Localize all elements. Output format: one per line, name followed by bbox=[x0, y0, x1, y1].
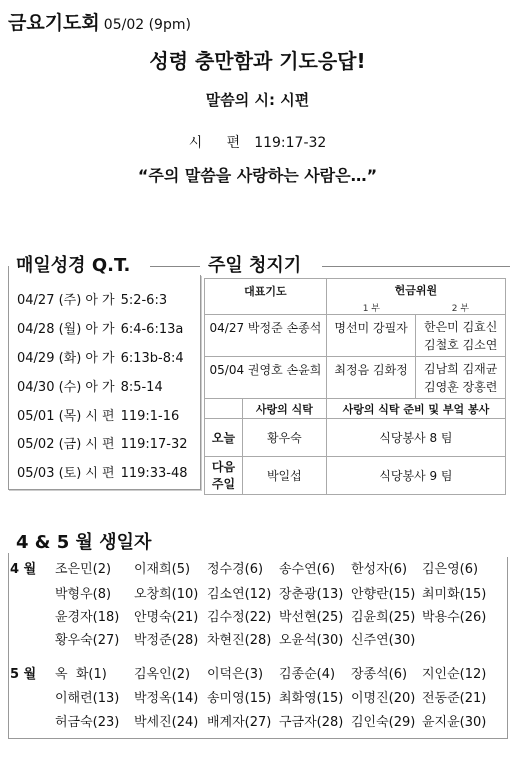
service-header bbox=[8, 8, 191, 35]
birthday-name: 박형우(8) bbox=[55, 587, 112, 602]
scripture-passage bbox=[0, 132, 515, 152]
birthday-name: 배계자(27) bbox=[207, 715, 272, 730]
qt-box bbox=[8, 275, 201, 490]
birthday-name: 송수연(6) bbox=[279, 562, 336, 577]
offering-header: 헌금위원 1 부 2 부 bbox=[326, 279, 505, 315]
birthday-name: 박세진(24) bbox=[134, 715, 199, 730]
birthday-name: 정수경(6) bbox=[207, 562, 264, 577]
duty-header-row bbox=[205, 279, 506, 315]
birthday-name: 김종순(4) bbox=[279, 667, 336, 682]
birthday-name: 차현진(28) bbox=[207, 633, 272, 648]
birthday-name: 오윤석(30) bbox=[279, 633, 344, 648]
birthday-name: 김수정(22) bbox=[207, 610, 272, 625]
duty-row: 04/27 박정준 손종석 명선미 강필자 한은미 김효신 김철호 김소연 bbox=[205, 315, 506, 357]
birthday-name: 최미화(15) bbox=[422, 587, 487, 602]
birthday-name: 옥 화(1) bbox=[55, 667, 107, 682]
birthday-name: 김옥인(2) bbox=[134, 667, 191, 682]
birthday-name: 김인숙(29) bbox=[351, 715, 416, 730]
qt-heading-rule bbox=[150, 266, 200, 267]
birthday-name: 구금자(28) bbox=[279, 715, 344, 730]
birthday-name: 안명숙(21) bbox=[134, 610, 199, 625]
birthday-name: 장종석(6) bbox=[351, 667, 408, 682]
birthday-name: 허금숙(23) bbox=[55, 715, 120, 730]
qt-row: 05/02 (금) 시 편 119:17-32 bbox=[17, 437, 188, 452]
duty-heading-rule bbox=[322, 266, 510, 267]
birthday-name: 송미영(15) bbox=[207, 691, 272, 706]
passage-book: 시 편 bbox=[188, 135, 251, 151]
birthday-name: 이명진(20) bbox=[351, 691, 416, 706]
birthday-name: 박정옥(14) bbox=[134, 691, 199, 706]
birthday-name: 최화영(15) bbox=[279, 691, 344, 706]
april-label: 4 월 bbox=[10, 562, 37, 577]
birthday-name: 윤경자(18) bbox=[55, 610, 120, 625]
meal-header-row: 사랑의 식탁 사랑의 식탁 준비 및 부엌 봉사 bbox=[205, 399, 506, 419]
service-date: 05/02 (9pm) bbox=[103, 17, 191, 33]
birthday-name: 한성자(6) bbox=[351, 562, 408, 577]
duty-table bbox=[204, 278, 506, 495]
prayer-header: 대표기도 bbox=[205, 279, 327, 315]
birthday-name: 오창희(10) bbox=[134, 587, 199, 602]
passage-ref: 119:17-32 bbox=[254, 135, 327, 151]
birthday-name: 이해련(13) bbox=[55, 691, 120, 706]
sermon-quote: “주의 말씀을 사랑하는 사람은…” bbox=[137, 166, 378, 185]
birthday-name: 전동준(21) bbox=[422, 691, 487, 706]
qt-row: 04/27 (주) 아 가 5:2-6:3 bbox=[17, 293, 168, 308]
sermon-subtitle: 말씀의 시: 시편 bbox=[205, 91, 310, 109]
qt-row: 05/01 (목) 시 편 119:1-16 bbox=[17, 409, 180, 424]
birthday-name: 박정준(28) bbox=[134, 633, 199, 648]
qt-row: 04/28 (월) 아 가 6:4-6:13a bbox=[17, 322, 184, 337]
birthday-name: 황우숙(27) bbox=[55, 633, 120, 648]
birthday-name: 이재희(5) bbox=[134, 562, 191, 577]
birthday-name: 이덕은(3) bbox=[207, 667, 264, 682]
meal-next-row: 다음 주일 박일섭 식당봉사 9 팀 bbox=[205, 457, 506, 495]
birthday-name: 조은민(2) bbox=[55, 562, 112, 577]
meal-today-row: 오늘 황우숙 식당봉사 8 팀 bbox=[205, 419, 506, 457]
birthday-name: 안향란(15) bbox=[351, 587, 416, 602]
sermon-title: 성령 충만함과 기도응답! bbox=[149, 49, 366, 73]
duty-row: 05/04 권영호 손윤희 최정음 김화정 김남희 김재균 김영훈 장홍련 bbox=[205, 357, 506, 399]
birthday-name: 박선현(25) bbox=[279, 610, 344, 625]
duty-heading: 주일 청지기 bbox=[208, 251, 305, 277]
qt-heading: 매일성경 Q.T. bbox=[16, 251, 134, 277]
birthday-name: 신주연(30) bbox=[351, 633, 416, 648]
birthday-name: 김은영(6) bbox=[422, 562, 479, 577]
birthday-box bbox=[8, 557, 508, 739]
qt-row: 04/30 (수) 아 가 8:5-14 bbox=[17, 380, 163, 395]
birthday-name: 김윤희(25) bbox=[351, 610, 416, 625]
birthday-name: 지인순(12) bbox=[422, 667, 487, 682]
may-label: 5 월 bbox=[10, 667, 37, 682]
service-title: 금요기도회 bbox=[8, 12, 100, 34]
birthday-heading: 4 & 5 월 생일자 bbox=[16, 532, 152, 553]
birthday-name: 김소연(12) bbox=[207, 587, 272, 602]
birthday-name: 윤지윤(30) bbox=[422, 715, 487, 730]
qt-row: 04/29 (화) 아 가 6:13b-8:4 bbox=[17, 351, 184, 366]
qt-row: 05/03 (토) 시 편 119:33-48 bbox=[17, 466, 188, 481]
birthday-name: 장춘광(13) bbox=[279, 587, 344, 602]
birthday-name: 박용수(26) bbox=[422, 610, 487, 625]
